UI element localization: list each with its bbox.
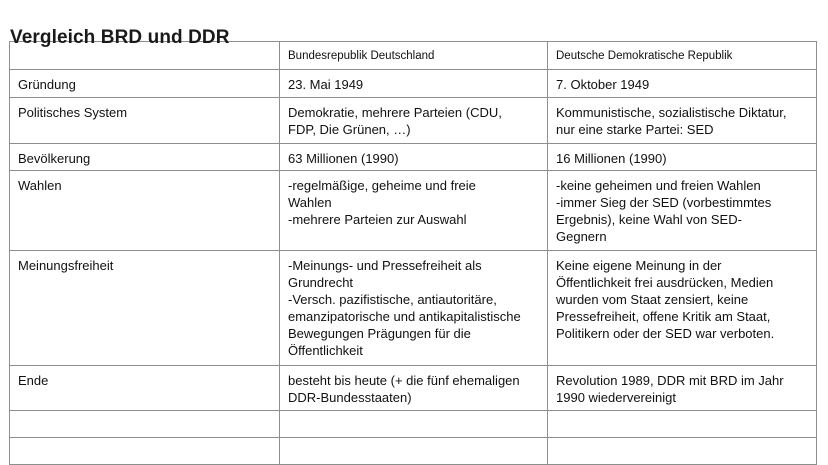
comparison-table <box>9 41 817 465</box>
table-row <box>10 98 817 144</box>
ddr-cell-line: Politikern oder der SED war verboten. <box>556 326 775 341</box>
brd-cell-line: Wahlen <box>288 195 332 210</box>
header-cell-ddr[interactable]: Deutsche Demokratische Republik <box>548 42 817 70</box>
brd-cell[interactable] <box>280 251 548 366</box>
ddr-cell[interactable] <box>548 171 817 251</box>
row-label-cell[interactable]: Meinungsfreiheit <box>10 251 280 366</box>
row-label-cell[interactable]: Ende <box>10 366 280 411</box>
table-row <box>10 438 817 465</box>
brd-cell-line: besteht bis heute (+ die fünf ehemaligen <box>288 373 520 388</box>
table-row <box>10 411 817 438</box>
ddr-cell-line: 7. Oktober 1949 <box>556 77 650 92</box>
ddr-cell-line: Ergebnis), keine Wahl von SED- <box>556 212 742 227</box>
row-label-cell[interactable]: Wahlen <box>10 171 280 251</box>
ddr-cell-line: Pressefreiheit, offene Kritik am Staat, <box>556 309 771 324</box>
ddr-cell[interactable] <box>548 144 817 171</box>
ddr-cell-line: Keine eigene Meinung in der <box>556 258 722 273</box>
ddr-cell[interactable] <box>548 438 817 465</box>
ddr-cell-line: 1990 wiedervereinigt <box>556 390 676 405</box>
brd-cell[interactable] <box>280 438 548 465</box>
brd-cell[interactable] <box>280 171 548 251</box>
table-row <box>10 251 817 366</box>
brd-cell-line: FDP, Die Grünen, …) <box>288 122 411 137</box>
ddr-cell-line: -immer Sieg der SED (vorbestimmtes <box>556 195 772 210</box>
table-row <box>10 70 817 98</box>
table-row <box>10 171 817 251</box>
ddr-cell-line: Kommunistische, sozialistische Diktatur, <box>556 105 787 120</box>
row-label-cell[interactable] <box>10 411 280 438</box>
brd-cell-line: -Meinungs- und Pressefreiheit als <box>288 258 482 273</box>
ddr-cell[interactable] <box>548 251 817 366</box>
brd-cell-line: -regelmäßige, geheime und freie <box>288 178 476 193</box>
brd-cell-line: emanzipatorische und antikapitalistische <box>288 309 521 324</box>
ddr-cell-line: nur eine starke Partei: SED <box>556 122 714 137</box>
row-label-cell[interactable]: Gründung <box>10 70 280 98</box>
brd-cell-line: Bewegungen Prägungen für die <box>288 326 471 341</box>
brd-cell[interactable] <box>280 366 548 411</box>
ddr-cell-line: Öffentlichkeit frei ausdrücken, Medien <box>556 275 774 290</box>
row-label-cell[interactable]: Bevölkerung <box>10 144 280 171</box>
ddr-cell[interactable] <box>548 98 817 144</box>
table-row <box>10 366 817 411</box>
ddr-cell-line: Gegnern <box>556 229 607 244</box>
ddr-cell[interactable] <box>548 366 817 411</box>
brd-cell-line: 23. Mai 1949 <box>288 77 364 92</box>
brd-cell-line: Demokratie, mehrere Parteien (CDU, <box>288 105 502 120</box>
brd-cell-line: Grundrecht <box>288 275 354 290</box>
brd-cell-line: 63 Millionen (1990) <box>288 151 399 166</box>
ddr-cell-line: Revolution 1989, DDR mit BRD im Jahr <box>556 373 784 388</box>
brd-cell[interactable] <box>280 411 548 438</box>
brd-cell-line: -mehrere Parteien zur Auswahl <box>288 212 467 227</box>
row-label-cell[interactable]: Politisches System <box>10 98 280 144</box>
document-title: Vergleich BRD und DDR <box>10 27 230 48</box>
brd-cell-line: Öffentlichkeit <box>288 343 363 358</box>
brd-cell-line: -Versch. pazifistische, antiautoritäre, <box>288 292 497 307</box>
brd-cell-line: DDR-Bundesstaaten) <box>288 390 412 405</box>
ddr-cell-line: 16 Millionen (1990) <box>556 151 667 166</box>
ddr-cell[interactable] <box>548 70 817 98</box>
brd-cell[interactable] <box>280 70 548 98</box>
ddr-cell-line: -keine geheimen und freien Wahlen <box>556 178 761 193</box>
ddr-cell-line: wurden vom Staat zensiert, keine <box>556 292 749 307</box>
row-label-cell[interactable] <box>10 438 280 465</box>
ddr-cell[interactable] <box>548 411 817 438</box>
brd-cell[interactable] <box>280 98 548 144</box>
table-row <box>10 144 817 171</box>
header-cell-brd[interactable]: Bundesrepublik Deutschland <box>280 42 548 70</box>
brd-cell[interactable] <box>280 144 548 171</box>
